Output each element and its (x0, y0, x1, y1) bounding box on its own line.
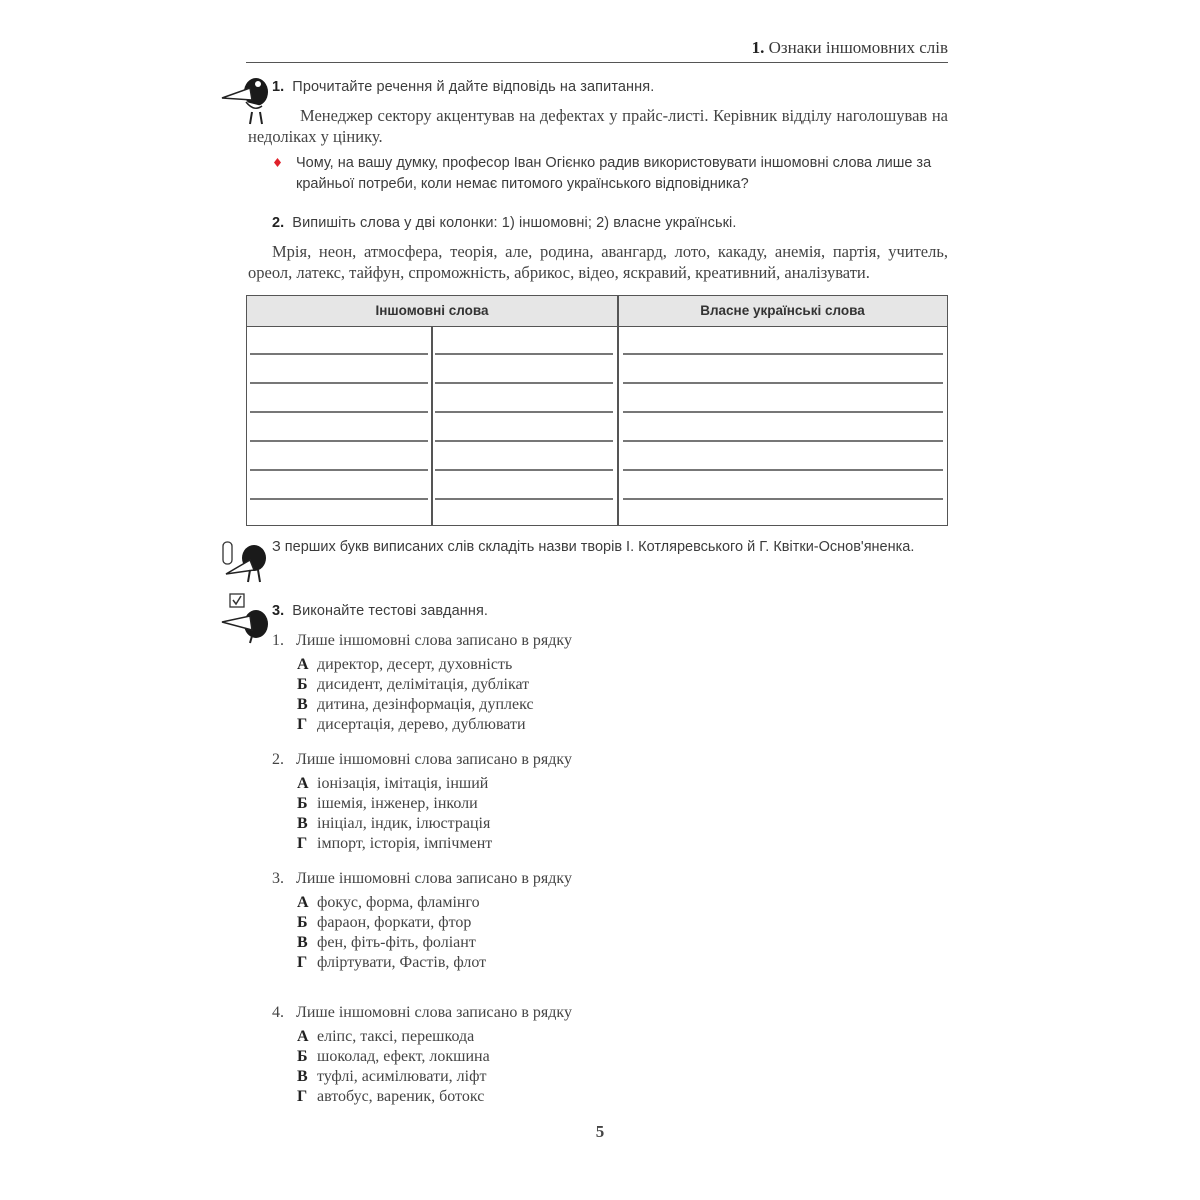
option-text: еліпс, таксі, перешкода (317, 1028, 475, 1045)
answer-line[interactable] (623, 411, 943, 413)
option-letter: Г (297, 716, 308, 733)
option-text: дисертація, дерево, дублювати (317, 716, 526, 733)
question-text: Лише іншомовні слова записано в рядку (296, 1004, 572, 1021)
option-text: ініціал, індик, ілюстрація (317, 815, 491, 832)
answer-line[interactable] (623, 469, 943, 471)
answer-option[interactable] (297, 1048, 490, 1066)
option-text: шоколад, ефект, локшина (317, 1048, 490, 1065)
option-letter: Б (297, 1048, 308, 1065)
option-letter: В (297, 1068, 308, 1085)
option-text: фен, фіть-фіть, фоліант (317, 934, 476, 951)
exercise-number: 3. (272, 603, 285, 619)
answer-line[interactable] (250, 498, 428, 500)
question-text: Лише іншомовні слова записано в рядку (296, 870, 572, 887)
answer-line[interactable] (623, 440, 943, 442)
header-foreign-words: Іншомовні слова (375, 303, 489, 318)
table-header-row (247, 296, 947, 327)
chapter-title: Ознаки іншомовних слів (768, 38, 948, 57)
option-text: імпорт, історія, імпічмент (317, 835, 493, 852)
exercise-3-heading (272, 603, 488, 619)
answer-line[interactable] (435, 382, 613, 384)
exercise-2-heading (272, 215, 737, 231)
question-number: 1. (272, 632, 284, 649)
answer-option[interactable] (297, 914, 471, 932)
option-text: фараон, форкати, фтор (317, 914, 472, 931)
word-sorting-table (246, 295, 948, 526)
question-number: 2. (272, 751, 284, 768)
answer-option[interactable] (297, 954, 486, 972)
bird-mascot-writing-icon (220, 540, 272, 584)
running-head (246, 38, 948, 63)
answer-option[interactable] (297, 656, 512, 674)
answer-option[interactable] (297, 1028, 474, 1046)
option-letter: А (297, 1028, 309, 1045)
option-text: фокус, форма, фламінго (317, 894, 480, 911)
option-letter: А (297, 775, 309, 792)
test-question (272, 632, 572, 650)
answer-option[interactable] (297, 775, 488, 793)
answer-option[interactable] (297, 835, 492, 853)
option-text: туфлі, асимілювати, ліфт (317, 1068, 487, 1085)
column-divider (617, 296, 619, 525)
exercise-1-heading (272, 79, 654, 95)
answer-option[interactable] (297, 1068, 486, 1086)
option-letter: Б (297, 676, 308, 693)
page-number: 5 (595, 1122, 605, 1141)
answer-line[interactable] (435, 498, 613, 500)
option-letter: В (297, 696, 308, 713)
option-letter: Г (297, 954, 308, 971)
subcolumn-divider (431, 327, 433, 525)
exercise-2-word-list: Мрія, неон, атмосфера, теорія, але, родина, авангард, лото, какаду, анемія, партія, учитель, ореол, латекс, тайфун, спроможність, абрикос, відео, яскравий, креативний, аналізувати. (248, 242, 948, 282)
answer-line[interactable] (623, 353, 943, 355)
answer-line[interactable] (250, 382, 428, 384)
answer-line[interactable] (250, 411, 428, 413)
exercise-instruction: Прочитайте речення й дайте відповідь на запитання. (292, 79, 655, 95)
question-number: 4. (272, 1004, 284, 1021)
exercise-1-question: Чому, на вашу думку, професор Іван Огієнко радив використовувати іншомовні слова лише за крайньої потреби, коли немає питомого українського відповідника? (296, 155, 932, 192)
option-letter: Г (297, 835, 308, 852)
exercise-2-extra-task: З перших букв виписаних слів складіть назви творів І. Котляревського й Г. Квітки-Основ'яненка. (272, 539, 915, 555)
answer-line[interactable] (250, 469, 428, 471)
option-letter: Г (297, 1088, 308, 1105)
answer-option[interactable] (297, 696, 534, 714)
option-text: директор, десерт, духовність (317, 656, 513, 673)
exercise-number: 1. (272, 79, 285, 95)
option-text: дитина, дезінформація, дуплекс (317, 696, 534, 713)
exercise-number: 2. (272, 215, 285, 231)
answer-option[interactable] (297, 795, 478, 813)
answer-line[interactable] (250, 353, 428, 355)
exercise-instruction: Випишіть слова у дві колонки: 1) іншомовні; 2) власне українські. (292, 215, 737, 231)
question-text: Лише іншомовні слова записано в рядку (296, 751, 572, 768)
option-letter: А (297, 656, 309, 673)
answer-line[interactable] (623, 498, 943, 500)
question-text: Лише іншомовні слова записано в рядку (296, 632, 572, 649)
answer-line[interactable] (435, 353, 613, 355)
test-question (272, 870, 572, 888)
answer-option[interactable] (297, 815, 490, 833)
exercise-instruction: Виконайте тестові завдання. (292, 603, 489, 619)
answer-line[interactable] (435, 440, 613, 442)
option-text: дисидент, делімітація, дублікат (317, 676, 530, 693)
header-native-words: Власне українські слова (700, 303, 865, 318)
question-number: 3. (272, 870, 284, 887)
answer-option[interactable] (297, 676, 529, 694)
option-letter: В (297, 934, 308, 951)
test-question (272, 1004, 572, 1022)
answer-line[interactable] (435, 469, 613, 471)
option-letter: В (297, 815, 308, 832)
red-diamond-bullet-icon (274, 158, 281, 167)
answer-option[interactable] (297, 894, 480, 912)
answer-line[interactable] (435, 411, 613, 413)
answer-option[interactable] (297, 934, 476, 952)
option-text: фліртувати, Фастів, флот (317, 954, 487, 971)
bird-mascot-test-checkbox-icon (220, 592, 274, 644)
option-letter: Б (297, 914, 308, 931)
answer-option[interactable] (297, 716, 526, 734)
answer-line[interactable] (250, 440, 428, 442)
option-text: іонізація, імітація, інший (317, 775, 489, 792)
chapter-number: 1. (751, 38, 765, 57)
option-text: автобус, вареник, ботокс (317, 1088, 485, 1105)
test-question (272, 751, 572, 769)
option-letter: Б (297, 795, 308, 812)
option-text: ішемія, інженер, інколи (317, 795, 478, 812)
option-letter: А (297, 894, 309, 911)
answer-option[interactable] (297, 1088, 484, 1106)
exercise-1-text: Менеджер сектору акцентував на дефектах у прайс-листі. Керівник відділу наголошував на недоліках у цінику. (248, 106, 948, 146)
answer-line[interactable] (623, 382, 943, 384)
